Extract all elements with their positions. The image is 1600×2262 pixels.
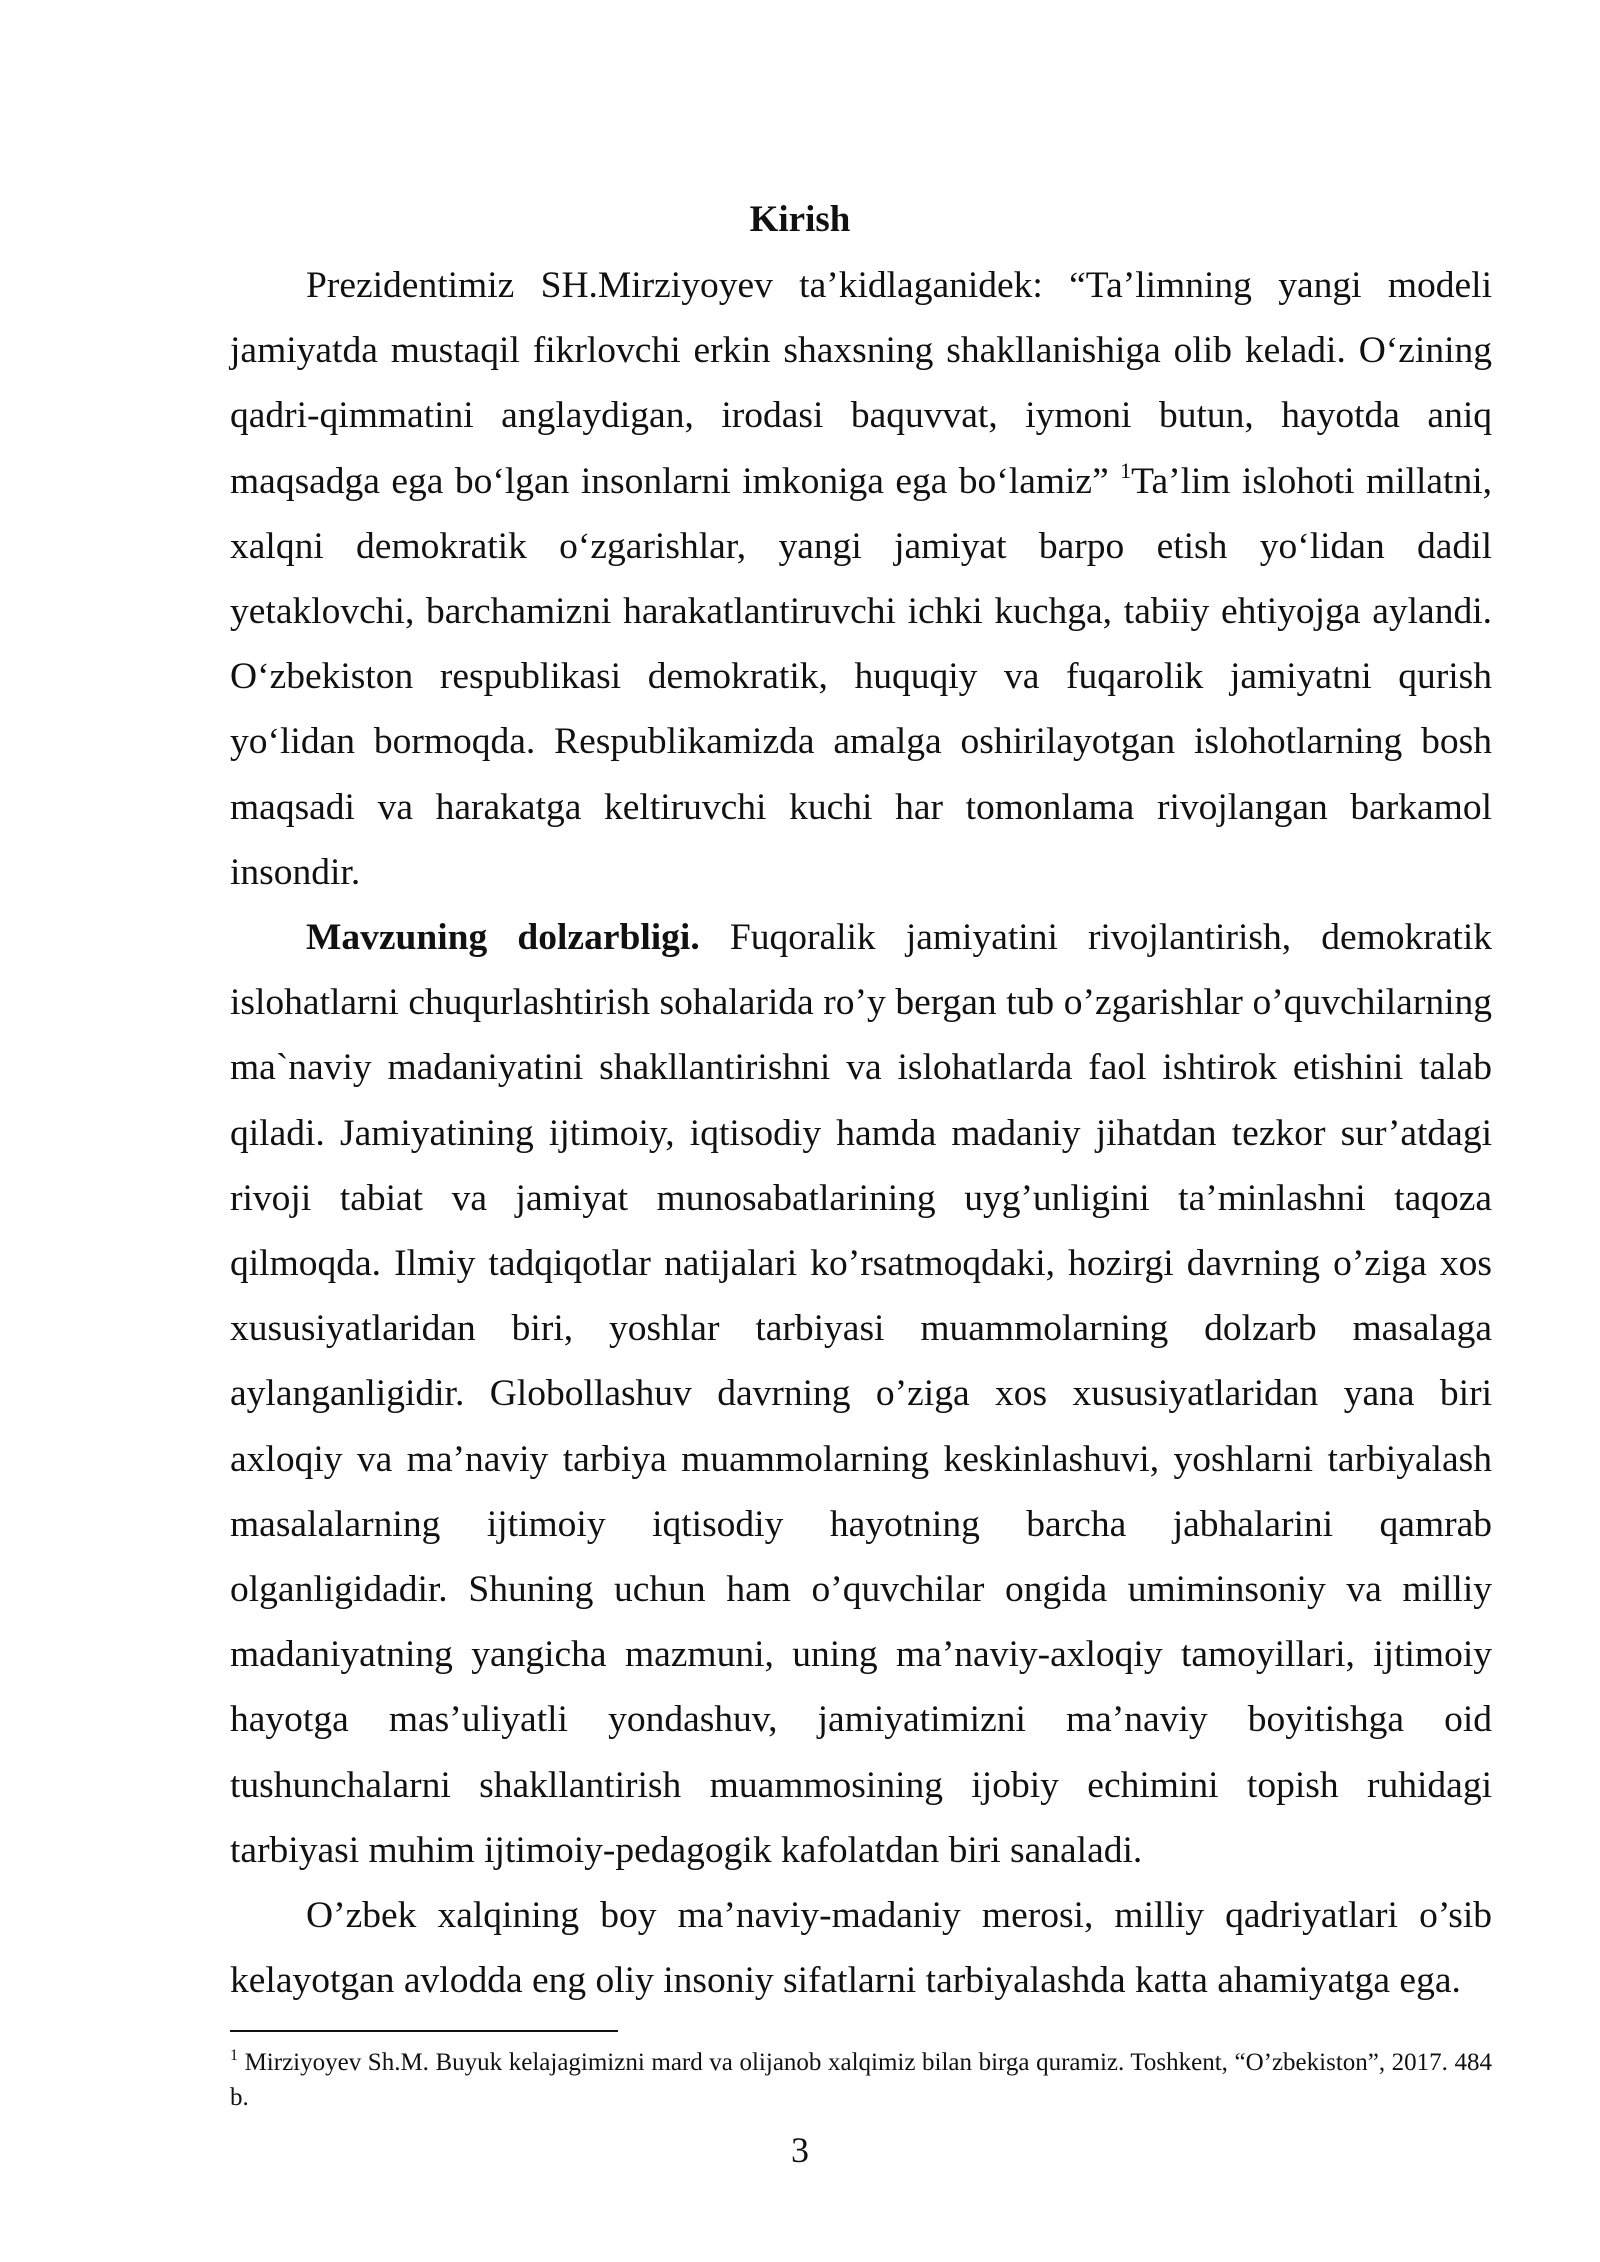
paragraph-relevance-text: Fuqoralik jamiyatini rivojlantirish, demokratik islohatlarni chuqurlashtirish sohalarida ro’y bergan tub o’zgarishlar o’quvchilarning ma`naviy madaniyatini shakllantirishni va islohatlarda faol ishtirok etishini talab qiladi. Jamiyatining ijtimoiy, iqtisodiy hamda madaniy jihatdan tezkor sur’atdagi rivoji tabiat va jamiyat munosabatlarining uyg’unligini ta’minlashni taqoza qilmoqda. Ilmiy tadqiqotlar natijalari ko’rsatmoqdaki, hozirgi davrning o’ziga xos xususiyatlaridan biri, yoshlar tarbiyasi muammolarning dolzarb masalaga aylanganligidir. Globollashuv davrning o’ziga xos xususiyatlaridan yana biri axloqiy va ma’naviy tarbiya muammolarning keskinlashuvi, yoshlarni tarbiyalash masalalarning ijtimoiy iqtisodiy hayotning barcha jabhalarini qamrab olganligidadir. Shuning uchun ham o’quvchilar ongida umiminsoniy va milliy madaniyatning yangicha mazmuni, uning ma’naviy-axloqiy tamoyillari, ijtimoiy hayotga mas’uliyatli yondashuv, jamiyatimizni ma’naviy boyitishga oid tushunchalarni shakllantirish muammosining ijobiy echimini topish ruhidagi tarbiyasi muhim ijtimoiy-pedagogik kafolatdan biri sanaladi. (230, 917, 1493, 1871)
footnote-text: Mirziyoyev Sh.M. Buyuk kelajagimizni mard va olijanob xalqimiz bilan birga quramiz. Toshkent, “O’zbekiston”, 2017. 484 b. (230, 2049, 1493, 2111)
footnote-reference[interactable]: 1 (1120, 457, 1132, 483)
footnote-divider (230, 2030, 618, 2032)
paragraph-relevance-lead: Mavzuning dolzarbligi. (306, 917, 700, 959)
paragraph-relevance (230, 905, 1492, 1883)
page-number: 3 (791, 2130, 809, 2170)
paragraph-intro-text: Prezidentimiz SH.Mirziyoyev ta’kidlaganidek: “Ta’limning yangi modeli jamiyatda mustaqil fikrlovchi erkin shaxsning shakllanishiga olib keladi. O‘zining qadri-qimmatini anglaydigan, irodasi baquvvat, iymoni butun, hayotda aniq maqsadga ega bo‘lgan insonlarni imkoniga ega bo‘lamiz” (230, 265, 1492, 502)
section-title: Kirish (749, 199, 851, 240)
footnote-marker: 1 (230, 2047, 238, 2064)
body-text (230, 253, 1492, 2013)
footnote (230, 2045, 1492, 2115)
paragraph-intro-continuation: Ta’lim islohoti millatni, xalqni demokratik o‘zgarishlar, yangi jamiyat barpo etish yo‘lidan dadil yetaklovchi, barchamizni harakatlantiruvchi ichki kuchga, tabiiy ehtiyojga aylandi. O‘zbekiston respublikasi demokratik, huquqiy va fuqarolik jamiyatni qurish yo‘lidan bormoqda. Respublikamizda amalga oshirilayotgan islohotlarning bosh maqsadi va harakatga keltiruvchi kuchi har tomonlama rivojlangan barkamol insondir. (230, 460, 1492, 893)
paragraph-heritage (230, 1883, 1492, 2013)
paragraph-heritage-text: O’zbek xalqining boy ma’naviy-madaniy merosi, milliy qadriyatlari o’sib kelayotgan avlodda eng oliy insoniy sifatlarni tarbiyalashda katta ahamiyatga ega. (230, 1895, 1492, 2002)
paragraph-intro (230, 253, 1492, 905)
